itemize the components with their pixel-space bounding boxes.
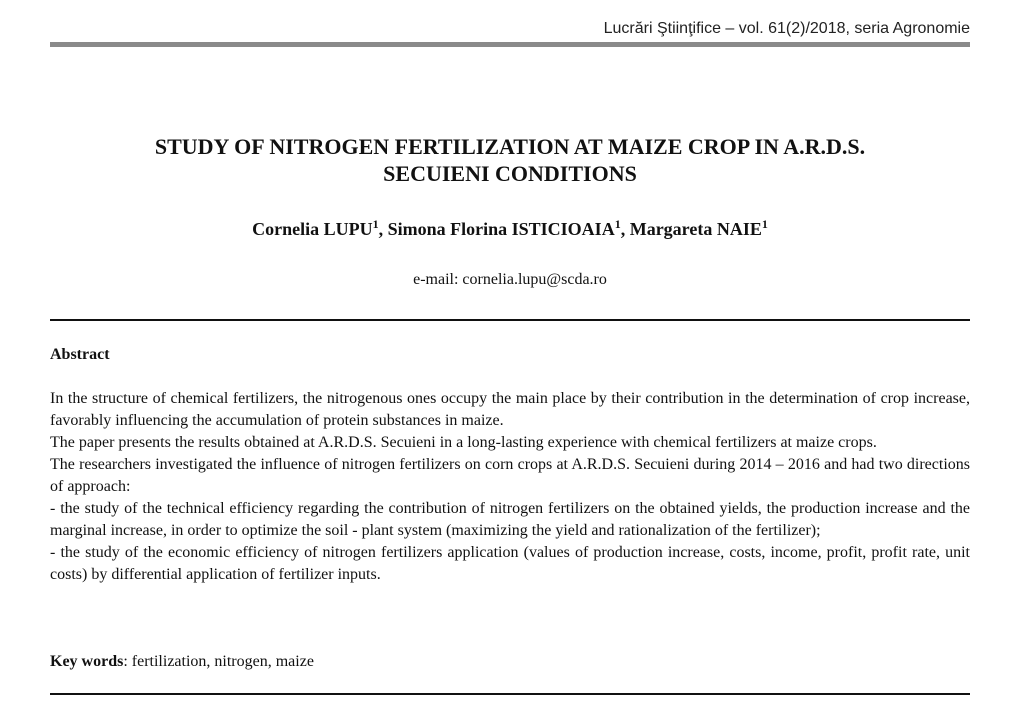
author-name: Margareta NAIE xyxy=(629,219,762,239)
header-rule xyxy=(50,42,970,47)
author-list xyxy=(50,217,970,240)
abstract-paragraph: The researchers investigated the influence of nitrogen fertilizers on corn crops at A.R.D.S. Secuieni during 2014 – 2016 and had two directions of approach: xyxy=(50,456,970,495)
author-separator: , xyxy=(620,219,630,239)
contact-email: e-mail: cornelia.lupu@scda.ro xyxy=(413,271,607,288)
abstract-heading: Abstract xyxy=(50,346,110,363)
abstract-top-rule xyxy=(50,319,970,321)
abstract-paragraph: In the structure of chemical fertilizers, the nitrogenous ones occupy the main place by their contribution in the determination of crop increase, favorably influencing the accumulation of protein substances in maize. xyxy=(50,390,970,429)
abstract-paragraph: The paper presents the results obtained at A.R.D.S. Secuieni in a long-lasting experience with chemical fertilizers at maize crops. xyxy=(50,434,877,451)
keywords-label: Key words xyxy=(50,653,124,670)
author-separator: , xyxy=(378,219,388,239)
author-name: Cornelia LUPU xyxy=(252,219,373,239)
abstract-body xyxy=(50,388,970,586)
keywords xyxy=(50,653,314,671)
author-affiliation: 1 xyxy=(614,217,621,231)
paper-title xyxy=(50,133,970,187)
author-affiliation: 1 xyxy=(761,217,768,231)
author-affiliation: 1 xyxy=(372,217,379,231)
abstract-paragraph: - the study of the economic efficiency of nitrogen fertilizers application (values of production increase, costs, income, profit, profit rate, unit costs) by differential application of fertilizer inputs. xyxy=(50,544,970,583)
running-head: Lucrări Ştiinţifice – vol. 61(2)/2018, seria Agronomie xyxy=(603,20,970,37)
title-line-2: SECUIENI CONDITIONS xyxy=(383,161,637,186)
abstract-bottom-rule xyxy=(50,693,970,695)
title-line-1: STUDY OF NITROGEN FERTILIZATION AT MAIZE CROP IN A.R.D.S. xyxy=(154,134,866,159)
abstract-paragraph: - the study of the technical efficiency regarding the contribution of nitrogen fertilizers on the obtained yields, the production increase and the marginal increase, in order to optimize the soil - plant system (maximizing the yield and rationalization of the fertilizer); xyxy=(50,500,970,539)
keywords-separator: : xyxy=(123,653,132,670)
keywords-text: fertilization, nitrogen, maize xyxy=(131,653,314,670)
author-name: Simona Florina ISTICIOAIA xyxy=(387,219,615,239)
